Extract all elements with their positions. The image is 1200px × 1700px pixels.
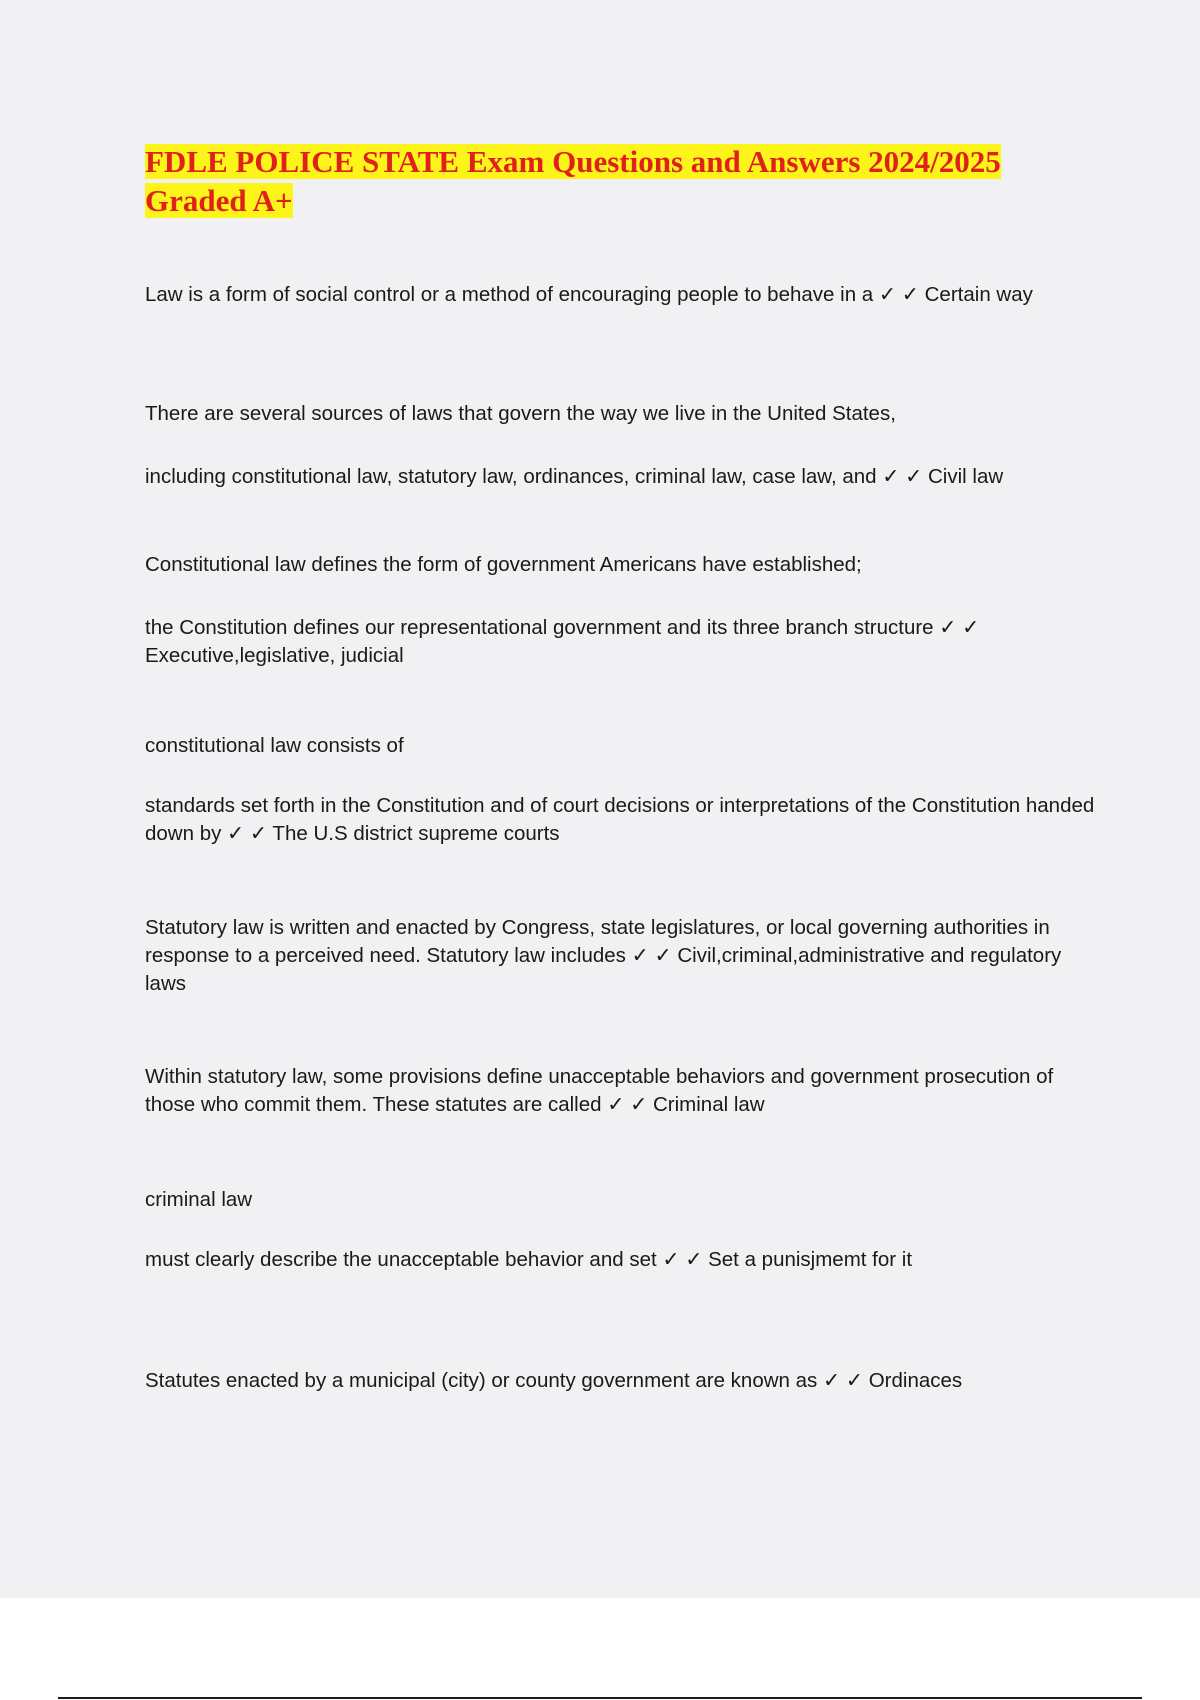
qa-paragraph-8: Statutory law is written and enacted by Congress, state legislatures, or local governing authorities in response to a perceived need. Statutory law includes ✓ ✓ Civil,criminal,administrative and regulatory laws <box>145 916 1062 995</box>
qa-paragraph-1: Law is a form of social control or a method of encouraging people to behave in a ✓ ✓ Certain way <box>145 283 1033 306</box>
qa-paragraph-3: including constitutional law, statutory law, ordinances, criminal law, case law, and ✓ ✓ Civil law <box>145 465 1004 488</box>
qa-paragraph-4: Constitutional law defines the form of government Americans have established; <box>145 553 862 576</box>
qa-paragraph-7: standards set forth in the Constitution and of court decisions or interpretations of the Constitution handed down by ✓ ✓ The U.S district supreme courts <box>145 794 1095 845</box>
qa-paragraph-12: Statutes enacted by a municipal (city) or county government are known as ✓ ✓ Ordinaces <box>145 1369 963 1392</box>
qa-paragraph-9: Within statutory law, some provisions define unacceptable behaviors and government prosecution of those who commit them. These statutes are called ✓ ✓ Criminal law <box>145 1065 1054 1116</box>
qa-paragraph-11: must clearly describe the unacceptable behavior and set ✓ ✓ Set a punisjmemt for it <box>145 1248 913 1271</box>
qa-paragraph-6: constitutional law consists of <box>145 734 404 757</box>
qa-paragraph-5: the Constitution defines our representational government and its three branch structure ✓ ✓ Executive,legislative, judicial <box>145 616 980 667</box>
document-title <box>145 142 1075 220</box>
document-title-highlight: FDLE POLICE STATE Exam Questions and Answers 2024/2025 Graded A+ <box>145 144 1001 218</box>
page-footer-rule <box>58 1697 1142 1699</box>
qa-paragraph-10: criminal law <box>145 1188 253 1211</box>
qa-paragraph-2: There are several sources of laws that govern the way we live in the United States, <box>145 402 896 425</box>
